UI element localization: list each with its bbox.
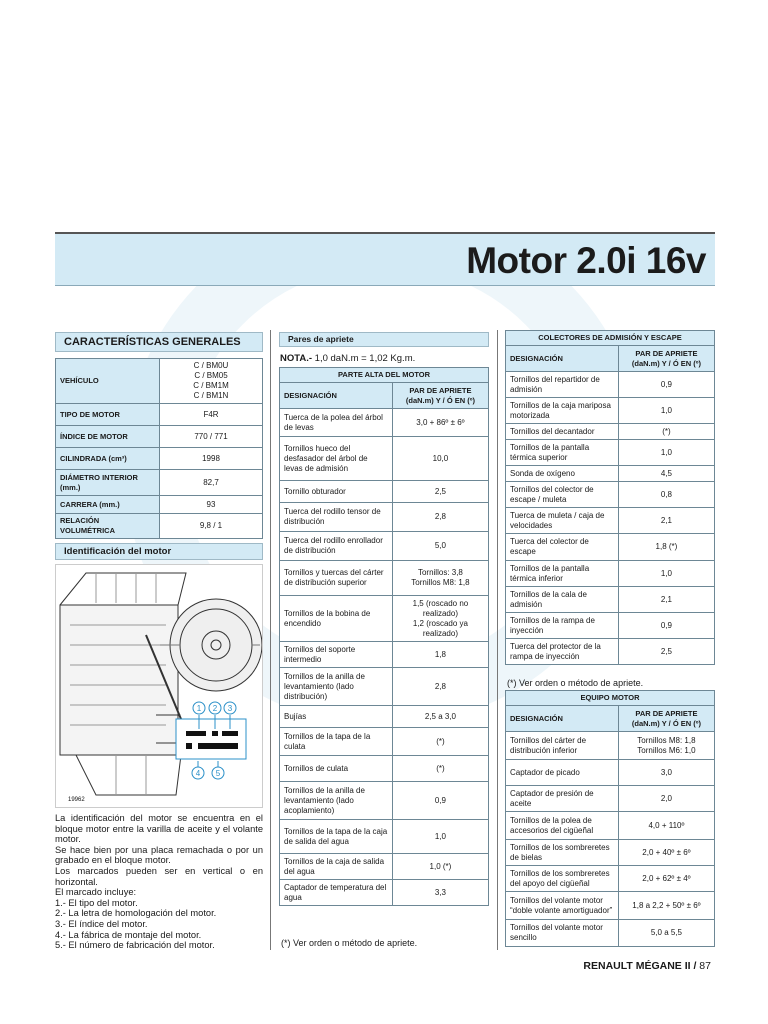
row-designation: Tornillos del colector de escape / muleta (506, 482, 619, 508)
row-value: 1998 (160, 448, 263, 470)
manifolds-footnote: (*) Ver orden o método de apriete. (507, 678, 644, 688)
table-row (56, 426, 263, 448)
callout-3: 3 (227, 704, 233, 713)
table-row (506, 639, 715, 665)
row-designation: Bujías (280, 706, 393, 728)
table-row (280, 880, 489, 906)
column-header-designation: DESIGNACIÓN (506, 346, 619, 372)
row-label: TIPO DE MOTOR (56, 404, 160, 426)
equipment-table (505, 690, 715, 947)
row-designation: Tornillos de la pantalla térmica superior (506, 440, 619, 466)
table-header-row (506, 346, 715, 372)
table-caption-row (506, 691, 715, 706)
table-row (280, 409, 489, 437)
row-torque: 1,5 (roscado no realizado) 1,2 (roscado ya realizado) (392, 596, 488, 642)
row-designation: Tornillos del soporte intermedio (280, 642, 393, 668)
torque-heading: Pares de apriete (279, 332, 489, 347)
row-torque: Tornillos M8: 1,8 Tornillos M6: 1,0 (618, 732, 714, 760)
table-row (506, 561, 715, 587)
row-designation: Tuerca del protector de la rampa de inyección (506, 639, 619, 665)
row-torque: (*) (392, 756, 488, 782)
row-designation: Captador de temperatura del agua (280, 880, 393, 906)
row-torque: 1,8 (392, 642, 488, 668)
row-designation: Tuerca de la polea del árbol de levas (280, 409, 393, 437)
row-designation: Tornillos de la rampa de inyección (506, 613, 619, 639)
upper-engine-table (279, 367, 489, 906)
manifolds-table (505, 330, 715, 665)
table-row (56, 448, 263, 470)
row-designation: Tornillos de la cala de admisión (506, 587, 619, 613)
row-torque: 0,9 (618, 613, 714, 639)
table-row (506, 482, 715, 508)
column-header-torque: PAR DE APRIETE (daN.m) Y / Ó EN (º) (392, 383, 488, 409)
table-row (56, 496, 263, 514)
callout-5: 5 (215, 769, 221, 778)
table-caption: PARTE ALTA DEL MOTOR (280, 368, 489, 383)
row-torque: 2,5 (392, 481, 488, 503)
row-torque: 2,0 (618, 786, 714, 812)
table-row (280, 532, 489, 561)
table-row (280, 503, 489, 532)
column-header-designation: DESIGNACIÓN (280, 383, 393, 409)
table-row (506, 920, 715, 947)
row-torque: 2,1 (618, 587, 714, 613)
row-designation: Tornillos del decantador (506, 424, 619, 440)
table-caption-row (280, 368, 489, 383)
note-label: NOTA.- (280, 353, 313, 364)
row-torque: 1,0 (392, 820, 488, 854)
row-torque: 1,0 (618, 398, 714, 424)
table-row (280, 596, 489, 642)
figure-code: 19962 (68, 797, 85, 803)
row-label: VEHÍCULO (56, 359, 160, 404)
table-row (506, 587, 715, 613)
table-row (506, 840, 715, 866)
table-row (506, 760, 715, 786)
row-designation: Tuerca del rodillo tensor de distribución (280, 503, 393, 532)
table-row (506, 372, 715, 398)
table-row (280, 668, 489, 706)
engine-drawing (56, 565, 263, 808)
table-caption: COLECTORES DE ADMISIÓN Y ESCAPE (506, 331, 715, 346)
ident-heading: Identificación del motor (55, 543, 263, 560)
row-torque: 2,5 (618, 639, 714, 665)
table-row (506, 398, 715, 424)
callout-4: 4 (195, 769, 201, 778)
row-value: 93 (160, 496, 263, 514)
row-label: DIÁMETRO INTERIOR (mm.) (56, 470, 160, 496)
table-row (506, 424, 715, 440)
table-row (506, 466, 715, 482)
row-designation: Sonda de oxígeno (506, 466, 619, 482)
table-row (506, 866, 715, 892)
row-designation: Captador de picado (506, 760, 619, 786)
row-designation: Tornillos de culata (280, 756, 393, 782)
row-torque: 3,3 (392, 880, 488, 906)
callout-2: 2 (212, 704, 218, 713)
row-torque: 1,8 (*) (618, 534, 714, 561)
table-header-row (280, 383, 489, 409)
row-designation: Tornillos del repartidor de admisión (506, 372, 619, 398)
table-row (56, 359, 263, 404)
table-row (56, 514, 263, 539)
row-designation: Tornillos hueco del desfasador del árbol de levas de admisión (280, 437, 393, 481)
table-row (506, 508, 715, 534)
row-torque: 1,0 (*) (392, 854, 488, 880)
row-torque: 3,0 (618, 760, 714, 786)
row-value: 770 / 771 (160, 426, 263, 448)
table-caption: EQUIPO MOTOR (506, 691, 715, 706)
row-designation: Tornillos de la anilla de levantamiento (lado acoplamiento) (280, 782, 393, 820)
row-designation: Tornillos de la anilla de levantamiento (lado distribución) (280, 668, 393, 706)
row-designation: Tornillos de la caja de salida del agua (280, 854, 393, 880)
table-row (280, 756, 489, 782)
page-footer (583, 960, 711, 972)
row-designation: Captador de presión de aceite (506, 786, 619, 812)
row-designation: Tornillos de la polea de accesorios del cigüeñal (506, 812, 619, 840)
row-torque: 2,5 a 3,0 (392, 706, 488, 728)
row-torque: 2,8 (392, 668, 488, 706)
row-label: RELACIÓN VOLUMÉTRICA (56, 514, 160, 539)
row-torque: 1,0 (618, 561, 714, 587)
table-row (506, 613, 715, 639)
upper-footnote: (*) Ver orden o método de apriete. (281, 938, 418, 948)
row-torque: (*) (618, 424, 714, 440)
row-value: F4R (160, 404, 263, 426)
table-caption-row (506, 331, 715, 346)
row-torque: 2,0 + 62º ± 4º (618, 866, 714, 892)
row-torque: 2,8 (392, 503, 488, 532)
table-row (506, 732, 715, 760)
page-title: Motor 2.0i 16v (466, 240, 706, 281)
row-designation: Tornillos del volante motor sencillo (506, 920, 619, 947)
table-row (280, 437, 489, 481)
row-value: C / BM0U C / BM05 C / BM1M C / BM1N (160, 359, 263, 404)
row-designation: Tornillos de la tapa de la culata (280, 728, 393, 756)
row-designation: Tornillo obturador (280, 481, 393, 503)
row-torque: 2,1 (618, 508, 714, 534)
row-designation: Tornillos del volante motor “doble volante amortiguador” (506, 892, 619, 920)
row-designation: Tornillos de la caja mariposa motorizada (506, 398, 619, 424)
table-row (280, 728, 489, 756)
row-torque: 4,5 (618, 466, 714, 482)
row-designation: Tornillos del cárter de distribución inferior (506, 732, 619, 760)
row-label: CARRERA (mm.) (56, 496, 160, 514)
column-header-designation: DESIGNACIÓN (506, 706, 619, 732)
row-value: 82,7 (160, 470, 263, 496)
row-torque: 0,9 (392, 782, 488, 820)
engine-illustration (55, 564, 263, 808)
callout-1: 1 (196, 704, 202, 713)
row-label: ÍNDICE DE MOTOR (56, 426, 160, 448)
table-row (280, 481, 489, 503)
torque-note (280, 353, 415, 364)
row-torque: 10,0 (392, 437, 488, 481)
column-divider (497, 330, 498, 950)
row-designation: Tornillos de los sombreretes del apoyo del cigüeñal (506, 866, 619, 892)
row-torque: 5,0 (392, 532, 488, 561)
general-table (55, 358, 263, 539)
footer-brand: RENAULT MÉGANE II / (583, 960, 697, 972)
row-torque: (*) (392, 728, 488, 756)
table-row (280, 820, 489, 854)
ident-description: La identificación del motor se encuentra en el bloque motor entre la varilla de aceite y el volante motor. Se hace bien por una placa remachada o por un grabado en el bloque motor. Los marcados pueden ser en vertical o en horizontal. El marcado incluye: 1.- El tipo del motor. 2.- La letra de homologación del motor. 3.- El índice del motor. 4.- La fábrica de montaje del motor. 5.- El número de fabricación del motor. (55, 813, 263, 951)
table-row (506, 440, 715, 466)
row-value: 9,8 / 1 (160, 514, 263, 539)
table-row (280, 706, 489, 728)
row-torque: 0,9 (618, 372, 714, 398)
row-designation: Tornillos de la bobina de encendido (280, 596, 393, 642)
table-row (56, 470, 263, 496)
table-row (280, 561, 489, 596)
row-torque: 1,0 (618, 440, 714, 466)
row-torque: 1,8 a 2,2 + 50º ± 6º (618, 892, 714, 920)
table-header-row (506, 706, 715, 732)
table-row (280, 782, 489, 820)
row-torque: Tornillos: 3,8 Tornillos M8: 1,8 (392, 561, 488, 596)
page-number: 87 (696, 960, 711, 972)
note-text: 1,0 daN.m = 1,02 Kg.m. (312, 353, 416, 364)
column-divider (270, 330, 271, 950)
row-torque: 3,0 + 86º ± 6º (392, 409, 488, 437)
row-torque: 2,0 + 40º ± 6º (618, 840, 714, 866)
row-designation: Tornillos de la tapa de la caja de salida del agua (280, 820, 393, 854)
row-designation: Tornillos de los sombreretes de bielas (506, 840, 619, 866)
row-torque: 0,8 (618, 482, 714, 508)
column-header-torque: PAR DE APRIETE (daN.m) Y / Ó EN (º) (618, 706, 714, 732)
row-designation: Tornillos de la pantalla térmica inferior (506, 561, 619, 587)
column-header-torque: PAR DE APRIETE (daN.m) Y / Ó EN (º) (618, 346, 714, 372)
row-torque: 4,0 + 110º (618, 812, 714, 840)
table-row (506, 812, 715, 840)
row-designation: Tornillos y tuercas del cárter de distribución superior (280, 561, 393, 596)
row-designation: Tuerca del rodillo enrollador de distribución (280, 532, 393, 561)
table-row (280, 854, 489, 880)
general-heading: CARACTERÍSTICAS GENERALES (55, 332, 263, 352)
row-label: CILINDRADA (cm³) (56, 448, 160, 470)
table-row (280, 642, 489, 668)
row-designation: Tuerca de muleta / caja de velocidades (506, 508, 619, 534)
row-designation: Tuerca del colector de escape (506, 534, 619, 561)
table-row (56, 404, 263, 426)
table-row (506, 534, 715, 561)
table-row (506, 892, 715, 920)
table-row (506, 786, 715, 812)
row-torque: 5,0 a 5,5 (618, 920, 714, 947)
